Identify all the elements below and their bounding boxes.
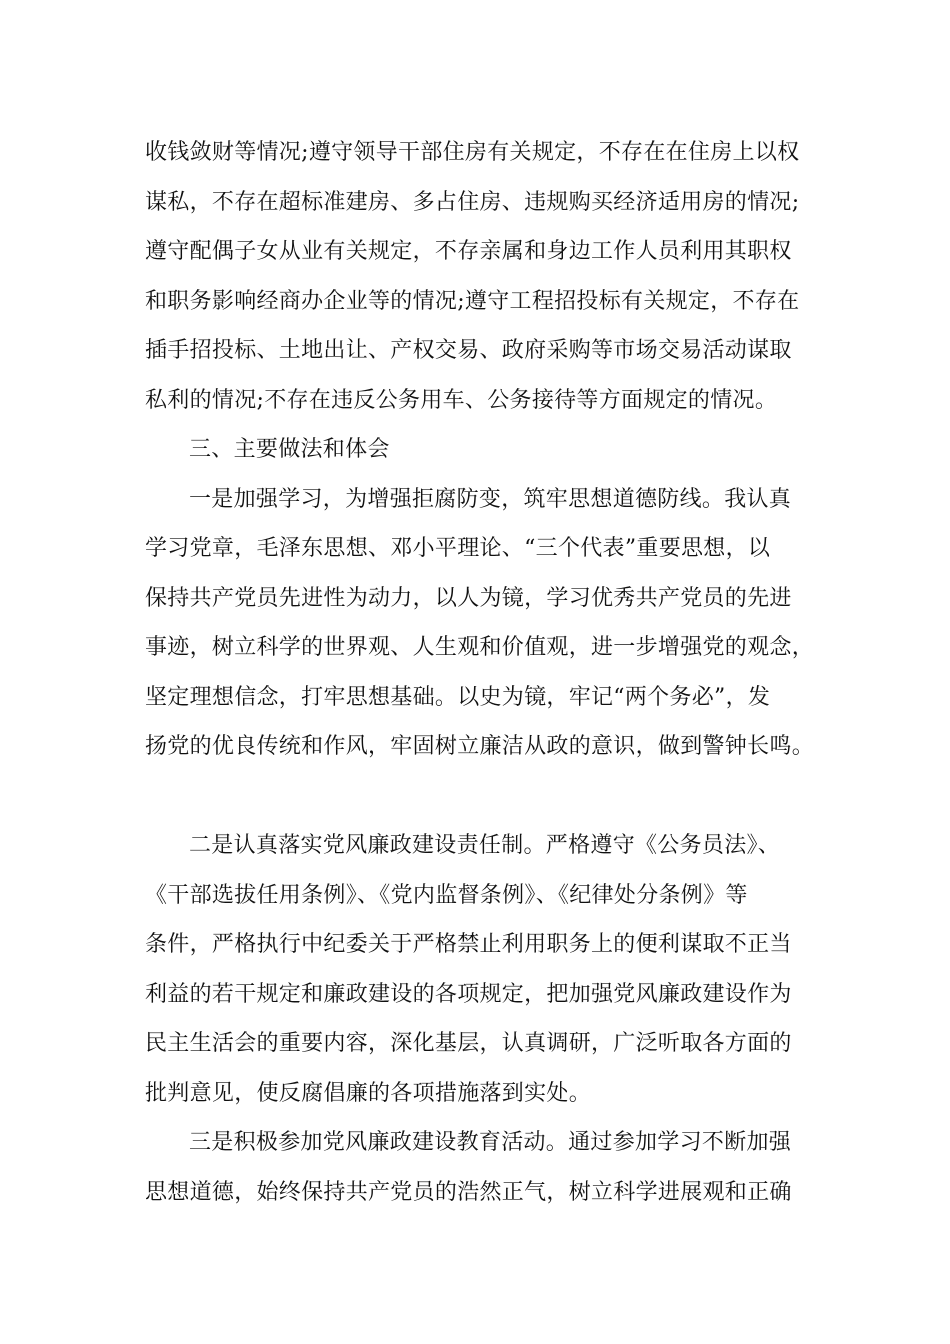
blank-line: [145, 772, 825, 822]
text-line: 学习党章，毛泽东思想、邓小平理论、“三个代表”重要思想，以: [145, 536, 771, 561]
text-line: 二是认真落实党风廉政建设责任制。严格遵守《公务员法》、: [189, 833, 781, 858]
text-line: 批判意见，使反腐倡廉的各项措施落到实处。: [145, 1080, 592, 1106]
text-line: 民主生活会的重要内容，深化基层，认真调研，广泛听取各方面的: [145, 1031, 792, 1056]
text-line: 坚定理想信念，打牢思想基础。以史为镜，牢记“两个务必”，发: [145, 684, 771, 710]
text-line: 和职务影响经商办企业等的情况;遵守工程招投标有关规定，不存在: [145, 288, 800, 314]
text-line: 私利的情况;不存在违反公务用车、公务接待等方面规定的情况。: [145, 387, 778, 413]
text-line: 《干部选拔任用条例》、《党内监督条例》、《纪律处分条例》等: [145, 882, 748, 908]
heading-line: 三、主要做法和体会: [189, 437, 390, 462]
text-line: 遵守配偶子女从业有关规定，不存亲属和身边工作人员利用其职权: [145, 239, 792, 264]
text-line: 思想道德，始终保持共产党员的浩然正气，树立科学进展观和正确: [145, 1179, 792, 1205]
text-line: 一是加强学习，为增强拒腐防变，筑牢思想道德防线。我认真: [189, 486, 792, 512]
text-line: 事迹，树立科学的世界观、人生观和价值观，进一步增强党的观念，: [145, 635, 815, 660]
paragraph-education: [145, 1118, 825, 1217]
paragraph-continued: [145, 128, 825, 425]
text-line: 谋私，不存在超标准建房、多占住房、违规购买经济适用房的情况;: [145, 189, 800, 215]
section-heading: [145, 425, 825, 475]
text-line: 保持共产党员先进性为动力，以人为镜，学习优秀共产党员的先进: [145, 585, 792, 611]
paragraph-study: [145, 475, 825, 772]
text-line: 扬党的优良传统和作风，牢固树立廉洁从政的意识，做到警钟长鸣。: [145, 734, 815, 759]
text-line: 利益的若干规定和廉政建设的各项规定，把加强党风廉政建设作为: [145, 981, 792, 1007]
text-line: 三是积极参加党风廉政建设教育活动。通过参加学习不断加强: [189, 1130, 792, 1155]
paragraph-responsibility: [145, 821, 825, 1118]
text-line: 条件，严格执行中纪委关于严格禁止利用职务上的便利谋取不正当: [145, 932, 792, 957]
text-line: 插手招投标、土地出让、产权交易、政府采购等市场交易活动谋取: [145, 338, 792, 363]
text-line: 收钱敛财等情况;遵守领导干部住房有关规定，不存在在住房上以权: [145, 140, 800, 165]
document-body: [145, 128, 825, 1217]
